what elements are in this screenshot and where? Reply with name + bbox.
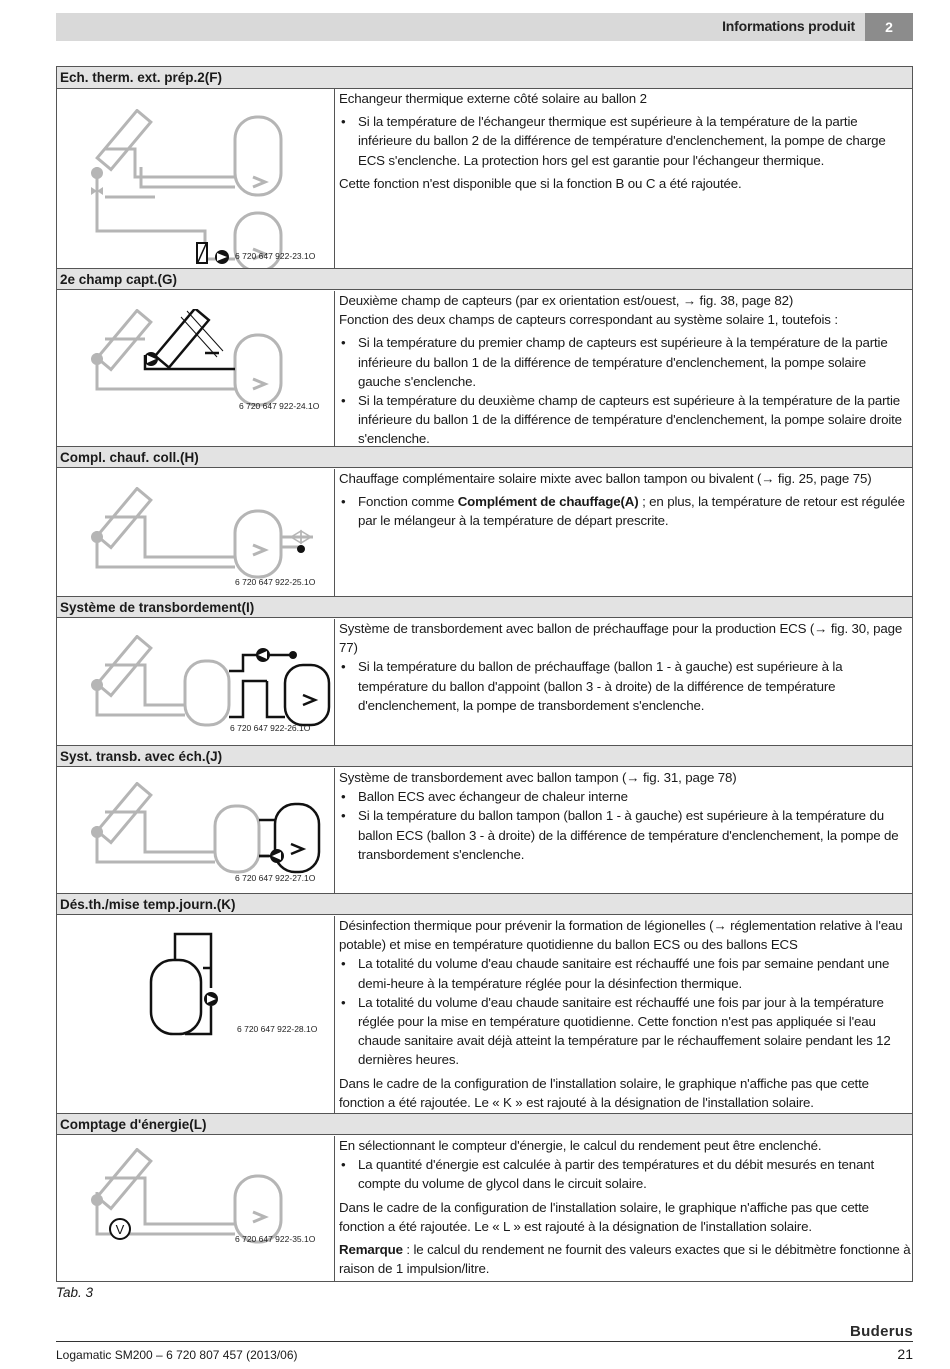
row-title-j: Syst. transb. avec éch.(J) (57, 745, 912, 767)
header-title: Informations produit (722, 18, 855, 34)
row-title-k: Dés.th./mise temp.journ.(K) (57, 893, 912, 915)
figure-ref-g: 6 720 647 922-24.1O (239, 401, 320, 411)
bullet-h-bold: Complément de chauffage(A) (457, 494, 639, 510)
diagram-cell-l (57, 1136, 335, 1282)
description-h (339, 469, 911, 535)
footer-document-id: Logamatic SM200 – 6 720 807 457 (2013/06) (56, 1348, 298, 1362)
desc-outro-l: Dans le cadre de la configuration de l'installation solaire, le graphique n'affiche pas que cette fonction a été rajoutée. Le « L » est rajouté à la désignation de l'installation solaire. (339, 1199, 869, 1234)
desc-intro-h: Chauffage complémentaire solaire mixte avec ballon tampon ou bivalent (→ fig. 25, page 75) (339, 471, 872, 486)
bullet-k-1: • La totalité du volume d'eau chaude sanitaire est réchauffé une fois par semaine pendant une demi-heure à la température réglée pour la désinfection thermique. (339, 954, 911, 992)
bullet-i-1: • Si la température du ballon de préchauffage (ballon 1 - à gauche) est supérieure à la température du ballon d'appoint (ballon 3 - à droite) de la différence de température d'enclenchement, la pompe de transbordement s'enclenche. (339, 657, 911, 715)
diagram-cell-f (57, 89, 335, 269)
figure-ref-h: 6 720 647 922-25.1O (235, 577, 316, 587)
description-j (339, 768, 911, 868)
figure-ref-j: 6 720 647 922-27.1O (235, 873, 316, 883)
bullet-k-2: • La totalité du volume d'eau chaude sanitaire est réchauffé une fois par jour à la température réglée pour la mise en température quotidienne. Cette fonction n'est pas appliquée si l'eau chaude sanitaire avait déjà atteint la température par le réchauffement solaire pendant les 12 dernières heures. (339, 993, 911, 1070)
diagram-cell-g (57, 291, 335, 446)
energy-meter-symbol: V (115, 1222, 125, 1237)
desc-intro-g: Deuxième champ de capteurs (par ex orientation est/ouest, → fig. 38, page 82) (339, 293, 794, 308)
diagram-cell-h (57, 469, 335, 596)
diagram-l (85, 1148, 325, 1248)
description-i (339, 619, 911, 719)
footer-divider (56, 1341, 913, 1342)
bullet-list-j (339, 787, 911, 864)
desc-intro2-g: Fonction des deux champs de capteurs correspondant au système solaire 1, toutefois : (339, 312, 838, 328)
desc-intro-j: Système de transbordement avec ballon tampon (→ fig. 31, page 78) (339, 770, 737, 785)
row-title-g: 2e champ capt.(G) (57, 268, 912, 290)
desc-intro-i: Système de transbordement avec ballon de préchauffage pour la production ECS (→ fig. 30, page 77) (339, 621, 903, 656)
desc-intro-k: Désinfection thermique pour prévenir la formation de légionelles (→ réglementation relative à l'eau potable) et mise en température quotidienne du ballon ECS ou des ballons ECS (339, 918, 903, 953)
bullet-g-2: • Si la température du deuxième champ de capteurs est supérieure à la température de la partie inférieure du ballon 1 de la différence de température d'enclenchement, la pompe solaire droite s'enclenche. (339, 391, 911, 449)
brand-logo: Buderus (850, 1323, 913, 1340)
row-title-l: Comptage d'énergie(L) (57, 1113, 912, 1135)
page-number: 21 (897, 1346, 913, 1362)
desc-intro-f: Echangeur thermique externe côté solaire au ballon 2 (339, 91, 647, 106)
description-f (339, 89, 911, 197)
bullet-list-l (339, 1155, 911, 1193)
row-title-f: Ech. therm. ext. prép.2(F) (57, 67, 912, 89)
bullet-g-1: • Si la température du premier champ de capteurs est supérieure à la température de la partie inférieure du ballon 1 de la différence de température d'enclenchement, la pompe solaire gauche s'enclenche. (339, 333, 911, 391)
description-k (339, 916, 911, 1116)
diagram-cell-i (57, 619, 335, 745)
bullet-list-k (339, 954, 911, 1069)
table-caption: Tab. 3 (56, 1285, 94, 1300)
bullet-j-2: • Si la température du ballon tampon (ballon 1 - à gauche) est supérieure à la température du ballon ECS (ballon 3 - à droite) de la différence de température d'enclenchement, la pompe de transbordement s'enclenche. (339, 806, 911, 864)
function-table (56, 66, 913, 1282)
desc-outro-k: Dans le cadre de la configuration de l'installation solaire, le graphique n'affiche pas que cette fonction a été rajoutée. Le « K » est rajouté à la désignation de l'installation solaire. (339, 1075, 869, 1110)
desc-outro-f: Cette fonction n'est disponible que si la fonction B ou C a été rajoutée. (339, 175, 742, 191)
diagram-i (85, 635, 335, 729)
row-title-h: Compl. chauf. coll.(H) (57, 446, 912, 468)
bullet-list-f (339, 112, 911, 170)
figure-ref-i: 6 720 647 922-26.1O (230, 723, 311, 733)
diagram-f (85, 109, 325, 269)
bullet-h-1 (339, 492, 911, 530)
note-label: Remarque (339, 1242, 403, 1258)
diagram-j (85, 782, 325, 876)
bullet-h-suffix: ; en plus, la température de retour est régulée par le mélangeur à la température de départ prescrite. (358, 494, 905, 529)
diagram-cell-j (57, 768, 335, 894)
page-header (56, 13, 913, 41)
bullet-f-1: • Si la température de l'échangeur thermique est supérieure à la température de la partie inférieure du ballon 2 de la différence de température d'enclenchement, la pompe de charge ECS s'enclenche. La protection hors gel est garantie pour l'échangeur thermique. (339, 112, 911, 170)
description-l (339, 1136, 911, 1282)
row-title-i: Système de transbordement(I) (57, 596, 912, 618)
desc-intro-l: En sélectionnant le compteur d'énergie, le calcul du rendement peut être enclenché. (339, 1138, 822, 1153)
chapter-number: 2 (865, 13, 913, 41)
bullet-l-1: • La quantité d'énergie est calculée à partir des températures et du débit mesurés en tenant compte du volume de glycol dans le circuit solaire. (339, 1155, 911, 1193)
bullet-list-h (339, 492, 911, 530)
figure-ref-l: 6 720 647 922-35.1O (235, 1234, 316, 1244)
bullet-j-1: • Ballon ECS avec échangeur de chaleur interne (339, 787, 911, 806)
bullet-h-prefix: Fonction comme (358, 494, 458, 510)
note-text: : le calcul du rendement ne fournit des valeurs exactes que si le débitmètre fonctionne à raison de 1 impulsion/litre. (339, 1242, 911, 1277)
figure-ref-f: 6 720 647 922-23.1O (235, 251, 316, 261)
diagram-cell-k (57, 916, 335, 1114)
bullet-list-i (339, 657, 911, 715)
desc-note-l (339, 1240, 911, 1278)
description-g (339, 291, 911, 453)
bullet-list-g (339, 333, 911, 448)
figure-ref-k: 6 720 647 922-28.1O (237, 1024, 318, 1034)
diagram-h (85, 487, 325, 579)
